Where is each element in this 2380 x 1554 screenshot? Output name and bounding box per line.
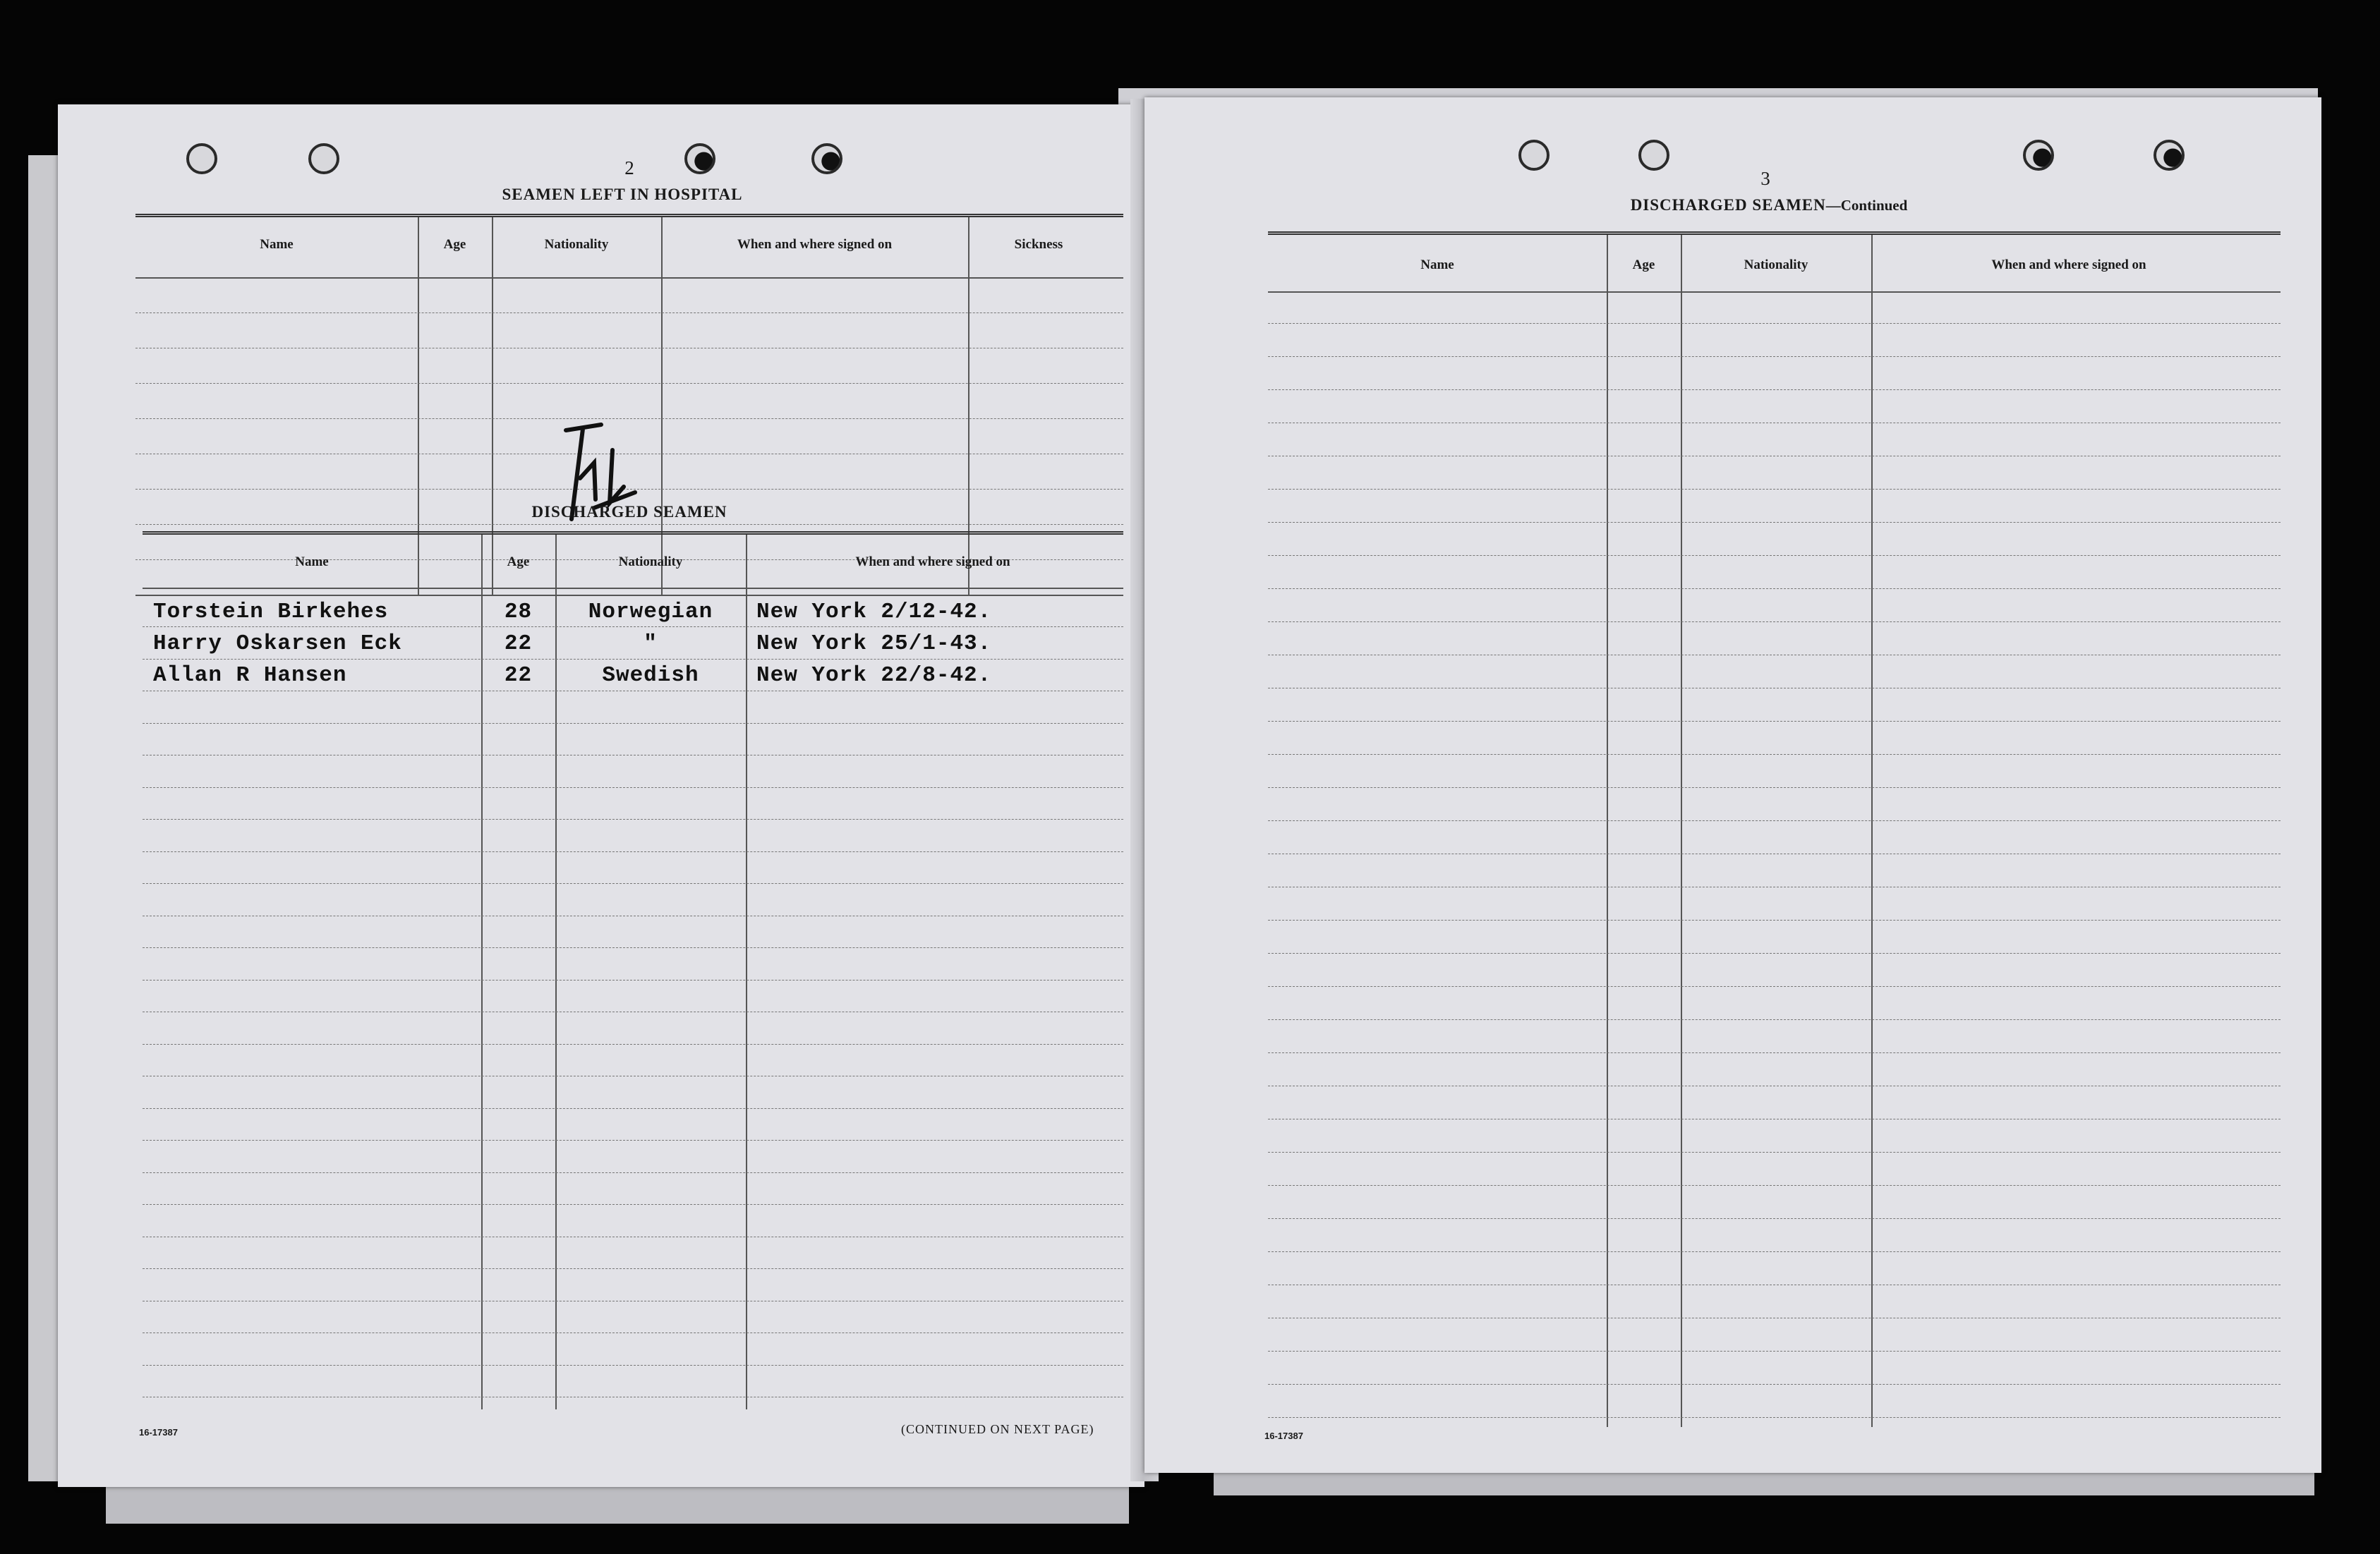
- row-rule: [1268, 489, 2281, 490]
- left-page: [58, 104, 1144, 1487]
- column-header-age: Age: [1632, 257, 1655, 272]
- row-rule: [1268, 820, 2281, 821]
- row-rule: [143, 723, 1123, 724]
- row-rule: [143, 626, 1123, 627]
- row-rule: [1268, 1384, 2281, 1385]
- row-rule: [1268, 1052, 2281, 1053]
- column-divider: [1681, 235, 1682, 1427]
- row-rule: [1268, 588, 2281, 589]
- column-divider: [1871, 235, 1873, 1427]
- punch-hole: [811, 143, 842, 174]
- form-number: 16-17387: [139, 1427, 178, 1438]
- row-rule: [143, 1140, 1123, 1141]
- section-title-text: DISCHARGED SEAMEN: [1630, 196, 1826, 214]
- row-rule: [143, 883, 1123, 884]
- discharged-section-title: DISCHARGED SEAMEN: [531, 503, 727, 521]
- seaman-age: 22: [504, 631, 533, 656]
- column-header-age: Age: [443, 237, 466, 252]
- row-rule: [1268, 1218, 2281, 1219]
- discharged-continued-table: [1268, 231, 2281, 1434]
- column-header-name: Name: [295, 554, 329, 569]
- row-rule: [1268, 1251, 2281, 1252]
- punch-hole: [2023, 140, 2054, 171]
- discharged-table: [143, 531, 1123, 1416]
- seaman-signed-on: New York 2/12-42.: [756, 600, 992, 624]
- column-divider: [1607, 235, 1608, 1427]
- row-rule: [143, 819, 1123, 820]
- row-rule: [1268, 389, 2281, 390]
- row-rule: [135, 418, 1123, 419]
- column-divider: [746, 535, 747, 1409]
- seaman-signed-on: New York 25/1-43.: [756, 631, 992, 656]
- row-rule: [1268, 1019, 2281, 1020]
- header-rule: [135, 277, 1123, 279]
- row-rule: [1268, 787, 2281, 788]
- seaman-nationality: ": [644, 631, 658, 656]
- column-header-nationality: Nationality: [618, 554, 683, 569]
- punch-hole: [2154, 140, 2185, 171]
- seaman-age: 28: [504, 600, 533, 624]
- row-rule: [143, 851, 1123, 852]
- page-number: 3: [1760, 168, 1770, 189]
- row-rule: [143, 787, 1123, 788]
- form-number: 16-17387: [1264, 1431, 1303, 1441]
- continued-note: (CONTINUED ON NEXT PAGE): [901, 1422, 1094, 1436]
- row-rule: [143, 1172, 1123, 1173]
- hospital-section-title: SEAMEN LEFT IN HOSPITAL: [502, 186, 743, 203]
- column-header-name: Name: [260, 237, 294, 252]
- row-rule: [1268, 555, 2281, 556]
- column-header-nationality: Nationality: [544, 237, 609, 252]
- row-rule: [1268, 323, 2281, 324]
- seaman-signed-on: New York 22/8-42.: [756, 663, 992, 688]
- seaman-name: Torstein Birkehes: [153, 600, 389, 624]
- seaman-name: Harry Oskarsen Eck: [153, 631, 402, 656]
- row-rule: [1268, 953, 2281, 954]
- row-rule: [1268, 754, 2281, 755]
- column-header-signed-on: When and where signed on: [1991, 257, 2146, 272]
- page-number: 2: [624, 157, 634, 178]
- punch-hole: [1518, 140, 1550, 171]
- row-rule: [1268, 522, 2281, 523]
- row-rule: [143, 980, 1123, 981]
- row-rule: [1268, 920, 2281, 921]
- row-rule: [143, 1108, 1123, 1109]
- row-rule: [1268, 621, 2281, 622]
- seaman-nationality: Norwegian: [588, 600, 713, 624]
- header-rule: [1268, 291, 2281, 293]
- row-rule: [143, 1044, 1123, 1045]
- row-rule: [1268, 986, 2281, 987]
- section-title-suffix: —Continued: [1825, 197, 1908, 214]
- right-page: [1144, 97, 2321, 1473]
- row-rule: [1268, 1417, 2281, 1418]
- row-rule: [135, 383, 1123, 384]
- row-rule: [1268, 1351, 2281, 1352]
- row-rule: [143, 1204, 1123, 1205]
- row-rule: [143, 1365, 1123, 1366]
- discharged-continued-title: [1511, 196, 2026, 214]
- row-rule: [143, 659, 1123, 660]
- punch-hole: [186, 143, 217, 174]
- seaman-name: Allan R Hansen: [153, 663, 347, 688]
- seaman-nationality: Swedish: [602, 663, 699, 688]
- column-header-name: Name: [1420, 257, 1454, 272]
- column-header-signed-on: When and where signed on: [855, 554, 1010, 569]
- column-header-age: Age: [507, 554, 530, 569]
- row-rule: [143, 1268, 1123, 1269]
- punch-hole: [1638, 140, 1669, 171]
- row-rule: [1268, 1152, 2281, 1153]
- column-header-sickness: Sickness: [1014, 237, 1063, 252]
- row-rule: [1268, 1185, 2281, 1186]
- punch-hole: [308, 143, 339, 174]
- header-rule: [143, 588, 1123, 589]
- punch-hole: [684, 143, 715, 174]
- column-header-signed-on: When and where signed on: [737, 237, 893, 252]
- row-rule: [135, 312, 1123, 313]
- column-header-nationality: Nationality: [1744, 257, 1808, 272]
- row-rule: [1268, 356, 2281, 357]
- seaman-age: 22: [504, 663, 533, 688]
- row-rule: [1268, 721, 2281, 722]
- row-rule: [143, 947, 1123, 948]
